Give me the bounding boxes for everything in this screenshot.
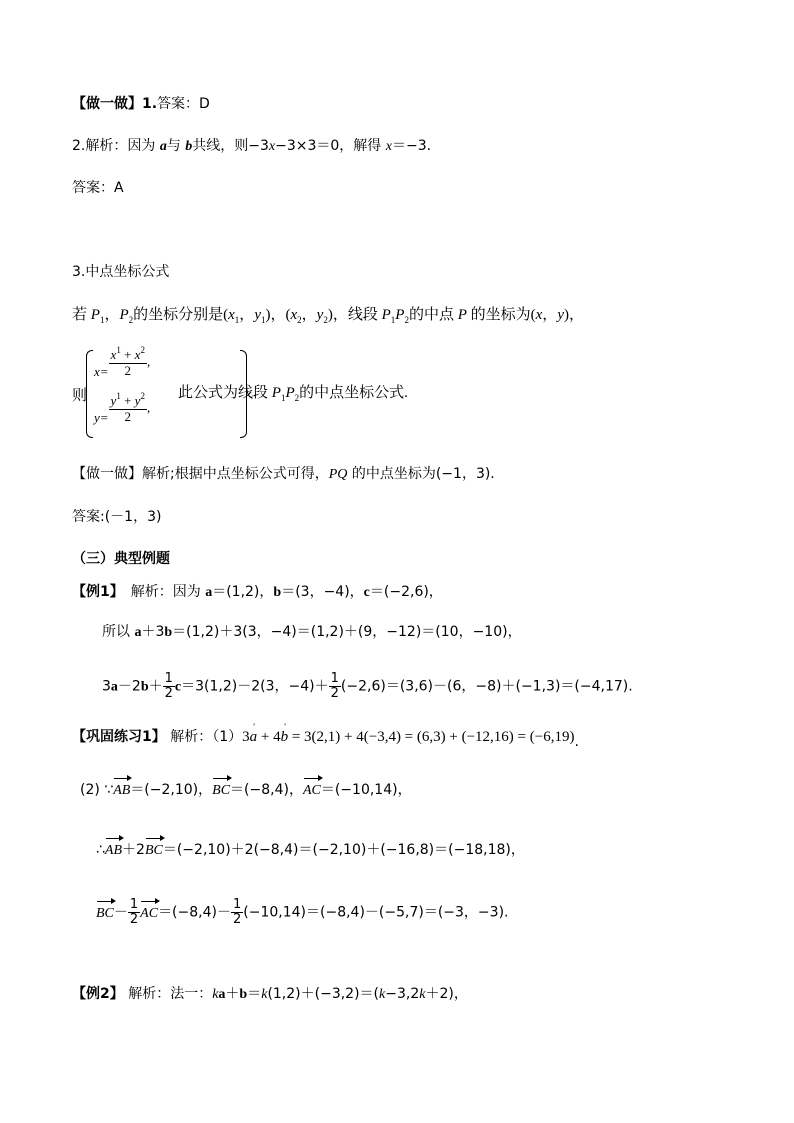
example-1-line-2 (102, 622, 522, 643)
text: 的中点 (408, 307, 458, 323)
vector-b: ' b (281, 729, 289, 745)
vector-AB: AB (113, 781, 130, 801)
denominator: 2 (330, 686, 339, 701)
vector-BC: BC (212, 781, 230, 801)
text: (−2,6)＝(3,6)－(6，−8)＋(−1,3)＝(−4,17). (340, 678, 633, 695)
text: ＝(1,2)＋3(3，−4)＝(1,2)＋(9，−12)＝(10，−10)， (172, 624, 522, 640)
midpoint-definition (72, 305, 584, 326)
subscript: 1 (234, 315, 240, 325)
text: ＋3 (141, 624, 165, 640)
midpoint-formula-system (72, 345, 182, 440)
section-title-examples (72, 549, 170, 569)
y-formula (94, 391, 151, 425)
var-P: P (285, 385, 295, 401)
var-x: x (228, 307, 235, 323)
left-brace (86, 350, 93, 438)
var-y: y (110, 393, 117, 408)
subheading-text: 3.中点坐标公式 (72, 264, 170, 280)
analysis-line-2 (72, 136, 431, 157)
text: －2 (117, 678, 141, 695)
var-y: y (134, 393, 141, 408)
vector-BC: BC (145, 841, 163, 861)
subscript: 2 (297, 315, 302, 325)
vector-AB: AB (105, 841, 122, 861)
text: (−10,14)＝(−8,4)－(−5,7)＝(−3，−3). (243, 904, 509, 921)
text: ， (104, 307, 120, 323)
y-fraction (109, 391, 147, 424)
answer-text: 答案:(－1，3) (72, 509, 162, 525)
fraction-half (231, 898, 243, 927)
var-k: k (379, 987, 386, 1002)
var-k: k (419, 987, 426, 1002)
var-y: y (557, 307, 564, 323)
text: )，线段 (327, 307, 382, 323)
text: ＝(−8,4)－ (158, 904, 231, 921)
text: ＝(−8,4)， (230, 782, 303, 798)
text: 解析：因为 (116, 584, 206, 600)
text: ， (301, 307, 317, 323)
subscript: 2 (128, 315, 134, 325)
subscript: 1 (280, 393, 286, 403)
text: 2.解析：因为 (72, 138, 160, 154)
subheading-midpoint (72, 262, 169, 282)
text: 的坐标分别是( (133, 307, 229, 323)
text: 解析：法一： (123, 986, 213, 1002)
superscript: 2 (140, 391, 145, 401)
text: ＝−3. (391, 138, 432, 154)
vector-a: a (134, 625, 142, 640)
example-label: 【例2】 (72, 986, 124, 1002)
subscript: 1 (390, 315, 396, 325)
vector-AC: AC (303, 781, 321, 801)
vector-a: a (110, 679, 118, 695)
vector-AC: AC (140, 904, 158, 924)
var-P: P (381, 307, 391, 323)
practice-1-line-4 (96, 898, 509, 927)
vector-c: c (174, 679, 182, 695)
var-y: y (316, 307, 324, 323)
plus: + (120, 347, 135, 362)
vector-b: b (140, 679, 149, 695)
answer-text: 答案：D (157, 96, 210, 112)
text: 【做一做】解析;根据中点坐标公式可得， (72, 466, 329, 482)
denominator: 2 (124, 363, 131, 378)
example-1-line-1 (72, 582, 443, 603)
therefore-text: ∴ (96, 842, 105, 858)
numerator: 1 (129, 897, 139, 912)
text: ＋2 (122, 842, 145, 858)
text: ＝(−2,6)， (369, 584, 443, 600)
numerator: 1 (232, 897, 242, 912)
practice-1-line-3 (96, 840, 525, 861)
text: ， (542, 307, 558, 323)
var-x: x (110, 347, 117, 362)
text: ＝(−2,10)， (130, 782, 213, 798)
subscript: 2 (323, 315, 328, 325)
var-P: P (119, 307, 129, 323)
x-fraction (109, 345, 147, 378)
vector-b: b (239, 987, 248, 1002)
denominator: 2 (124, 409, 131, 424)
text: = 3(2,1) + 4(−3,4) = (6,3) + (−12,16) = (−6,19) (288, 729, 575, 745)
practice-analysis (72, 464, 495, 485)
text: ＝(−10,14)， (320, 782, 412, 798)
superscript: 2 (140, 345, 145, 355)
vector-b: b (185, 139, 193, 154)
var-P: P (395, 307, 405, 323)
vector-a: a (218, 987, 226, 1002)
practice-1-expression (242, 729, 574, 745)
period: . (574, 734, 579, 750)
var-PQ: PQ (328, 467, 348, 482)
var-P: P (271, 385, 281, 401)
text: ， (239, 307, 255, 323)
numerator: 1 (164, 671, 173, 686)
text: 的中点坐标为(−1，3). (347, 466, 495, 482)
practice-label: 【巩固练习1】 (72, 729, 166, 745)
text: 与 (166, 138, 186, 154)
text: −3,2 (385, 986, 420, 1002)
practice-1-line-2 (80, 780, 412, 801)
vector-b: b (273, 585, 282, 600)
denominator: 2 (232, 912, 242, 927)
text: + 4 (257, 729, 281, 745)
practice-answer (72, 507, 161, 527)
text: (1,2)＋(−3,2)＝( (267, 986, 380, 1002)
subscript: 1 (99, 315, 105, 325)
var-x: x (385, 139, 392, 154)
comma: , (146, 353, 151, 369)
practice-1-line-1 (72, 727, 579, 750)
coef: 3 (242, 729, 250, 745)
text: 3 (102, 678, 111, 695)
text-then: 则 (72, 388, 88, 404)
var-k: k (212, 987, 219, 1002)
example-2-line-1 (72, 984, 468, 1005)
text: ＝(3，−4)， (281, 584, 364, 600)
text: 此公式为线段 (178, 385, 272, 401)
text: ＝ (247, 986, 262, 1002)
text: ＝(−2,10)＋2(−8,4)＝(−2,10)＋(−16,8)＝(−18,18)， (162, 842, 525, 858)
answer-line-3 (72, 178, 124, 198)
var-y: y (254, 307, 261, 323)
denominator: 2 (129, 912, 139, 927)
text: ＝3(1,2)－2(3，−4)＋ (181, 678, 329, 695)
plus: + (120, 393, 135, 408)
text: － (113, 904, 128, 921)
var-P: P (457, 307, 467, 323)
text: ＋ (225, 986, 240, 1002)
text: 若 (72, 307, 91, 323)
text: −3×3＝0，解得 (275, 138, 386, 154)
y-equals: y= (94, 409, 109, 425)
vector-a: ' a (250, 729, 258, 745)
text: 的坐标为( (466, 307, 536, 323)
superscript: 1 (116, 345, 121, 355)
answer-text: 答案：A (72, 180, 124, 196)
text: (2) ∵ (80, 782, 114, 798)
var-x: x (134, 347, 141, 362)
text: ＋2)， (425, 986, 468, 1002)
vector-a: a (205, 585, 213, 600)
example-1-line-3 (102, 672, 633, 701)
item-number: 1. (142, 96, 158, 112)
subscript: 1 (260, 315, 266, 325)
example-label: 【例1】 (72, 584, 117, 600)
vector-c: c (363, 585, 370, 600)
var-x: x (535, 307, 543, 323)
vector-b: b (164, 625, 173, 640)
text: 所以 (102, 624, 135, 640)
text: ＋ (148, 678, 163, 695)
text: 共线，则−3 (192, 138, 269, 154)
section-head: 【做一做】 (72, 96, 142, 112)
fraction-half (128, 898, 140, 927)
text: )， (563, 307, 584, 323)
formula-caption (178, 383, 408, 404)
text: )，( (265, 307, 291, 323)
superscript: 1 (116, 391, 121, 401)
comma: , (146, 399, 151, 415)
text: ＝(1,2)， (212, 584, 274, 600)
x-formula (94, 345, 151, 379)
denominator: 2 (164, 686, 173, 701)
text: 的中点坐标公式. (299, 385, 408, 401)
answer-line-1 (72, 94, 210, 114)
fraction-half (329, 672, 341, 701)
numerator: 1 (330, 671, 339, 686)
var-k: k (261, 987, 268, 1002)
var-x: x (290, 307, 298, 323)
vector-a: a (159, 139, 167, 154)
fraction-half (163, 672, 175, 701)
x-equals: x= (94, 363, 109, 379)
subscript: 2 (404, 315, 409, 325)
text: 解析：（1） (165, 729, 243, 745)
var-x: x (268, 139, 276, 154)
var-P: P (90, 307, 100, 323)
section-title: （三）典型例题 (72, 551, 170, 567)
subscript: 2 (294, 393, 300, 403)
vector-BC: BC (96, 904, 114, 924)
